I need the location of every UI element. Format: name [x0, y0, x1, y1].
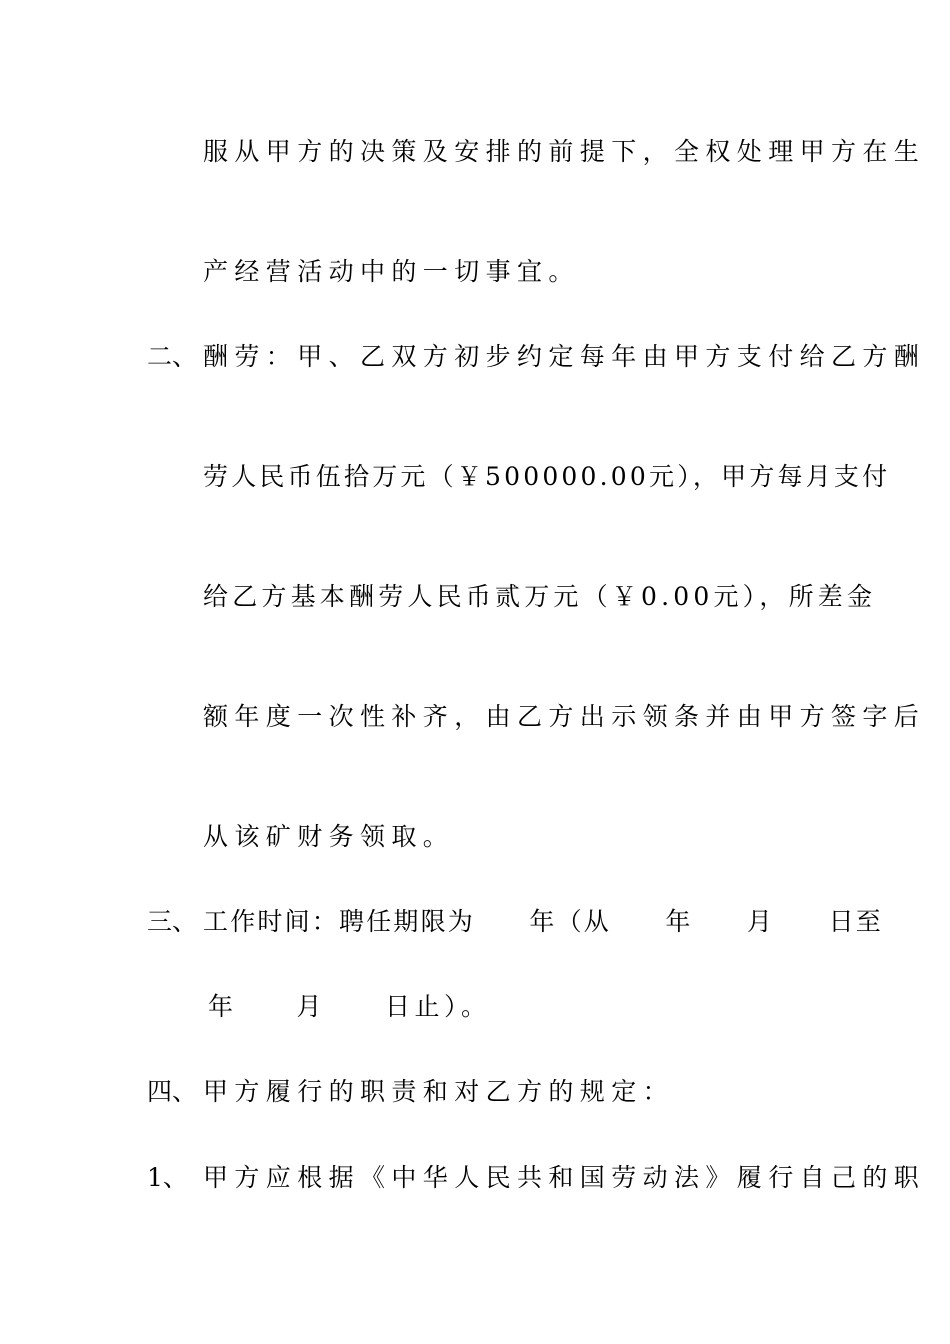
item-1-line-1: 甲方应根据《中华人民共和国劳动法》履行自己的职	[203, 1163, 926, 1192]
clause-4-number: 四、	[147, 1077, 198, 1106]
clause-3-line-1: 工作时间：聘任期限为 年（从 年 月 日至	[203, 907, 884, 936]
clause-3-line-2: 年 月 日止）。	[208, 992, 491, 1021]
clause-1-continuation-line-2: 产经营活动中的一切事宜。	[203, 257, 580, 286]
clause-2-line-5: 从该矿财务领取。	[203, 822, 455, 851]
clause-2-line-3: 给乙方基本酬劳人民币贰万元（￥0.00元），所差金	[203, 582, 877, 611]
clause-1-continuation-line-1: 服从甲方的决策及安排的前提下，全权处理甲方在生	[203, 137, 926, 166]
clause-2-line-4: 额年度一次性补齐，由乙方出示领条并由甲方签字后	[203, 702, 926, 731]
clause-2-line-2: 劳人民币伍拾万元（￥500000.00元），甲方每月支付	[203, 462, 891, 491]
clause-2-line-1: 酬劳：甲、乙双方初步约定每年由甲方支付给乙方酬	[203, 342, 926, 371]
clause-3-number: 三、	[147, 907, 198, 936]
clause-2-number: 二、	[147, 342, 198, 371]
item-1-number: 1、	[147, 1163, 188, 1192]
clause-4-heading: 甲方履行的职责和对乙方的规定：	[203, 1077, 675, 1106]
